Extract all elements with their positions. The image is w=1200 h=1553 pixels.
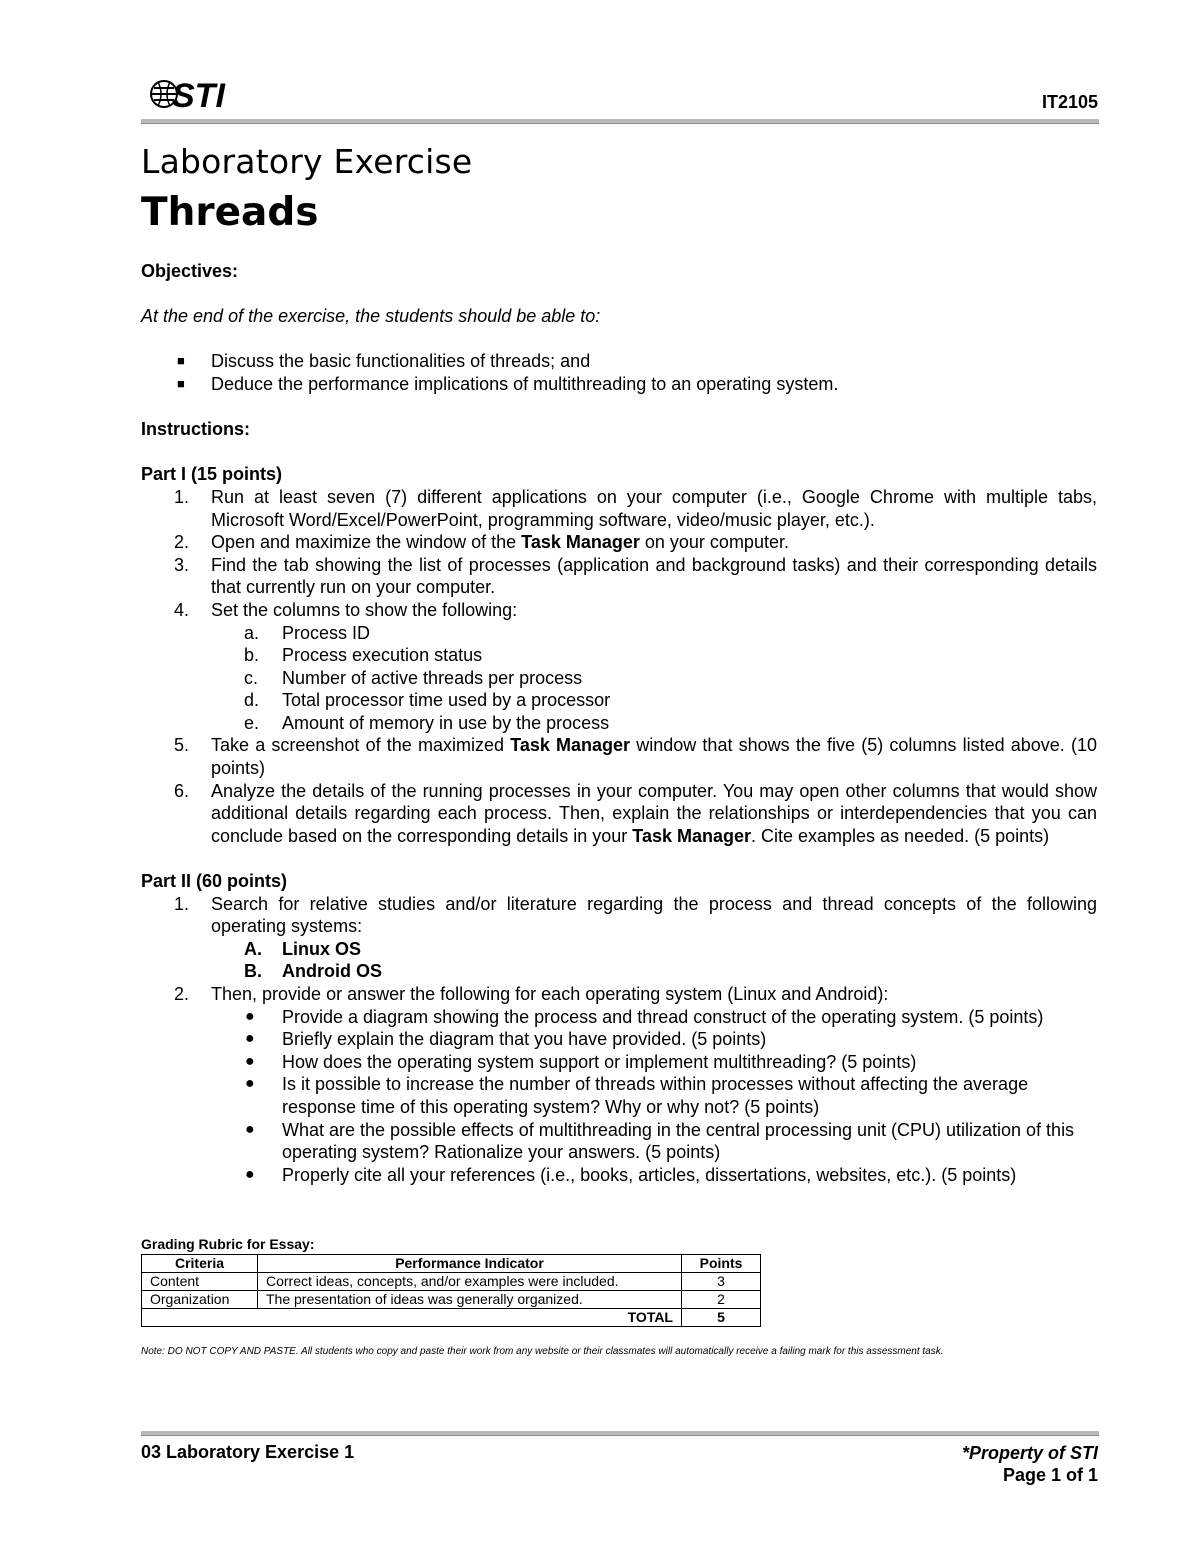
footer-document-name: 03 Laboratory Exercise 1 (141, 1442, 355, 1462)
footer-rule (141, 1431, 1099, 1436)
sub-item: c. Number of active threads per process (244, 667, 583, 688)
list-item: 1. Run at least seven (7) different applications on your computer (i.e., Google Chrome with multiple tabs, Microsoft Word/Excel/PowerPoint, programming software, video/music player, etc.). (174, 486, 1097, 530)
sub-item: b. Process execution status (244, 645, 483, 666)
objectives-intro: At the end of the exercise, the students should be able to: (141, 306, 601, 327)
footer-page-number: Page 1 of 1 (1002, 1465, 1098, 1485)
sub-item: d. Total processor time used by a processor (244, 690, 611, 711)
bullet-item: ● How does the operating system support or implement multithreading? (5 points) (245, 1051, 917, 1072)
footer-property: *Property of STI (961, 1443, 1098, 1463)
list-item: 2. Then, provide or answer the following for each operating system (Linux and Android): (174, 984, 889, 1004)
bullet-item: ● Properly cite all your references (i.e., books, articles, dissertations, websites, etc.). (5 points) (245, 1164, 1017, 1185)
rubric-table (141, 1254, 761, 1327)
objective-item: ■ Deduce the performance implications of multithreading to an operating system. (177, 373, 839, 394)
sub-item: a. Process ID (244, 622, 371, 643)
table-header: Performance Indicator (258, 1255, 682, 1273)
bullet-item: ● Provide a diagram showing the process and thread construct of the operating system. (5 points) (245, 1006, 1044, 1027)
part2-heading: Part II (60 points) (141, 871, 288, 892)
sub-item: A. Linux OS (244, 938, 362, 959)
table-header: Points (682, 1255, 761, 1273)
footer-right (962, 1442, 1098, 1486)
copy-paste-note: Note: DO NOT COPY AND PASTE. All students who copy and paste their work from any website or their classmates will automatically receive a failing mark for this assessment task. (141, 1346, 944, 1357)
list-item: 1. Search for relative studies and/or literature regarding the process and thread concepts of the following operating systems: (174, 893, 1097, 937)
sti-logo (150, 76, 236, 112)
list-item: 4. Set the columns to show the following: (174, 599, 518, 620)
bullet-item: ● Is it possible to increase the number of threads within processes without affecting the average response time of this operating system? Why or why not? (5 points) (245, 1074, 1029, 1117)
title-lab-exercise: Laboratory Exercise (141, 142, 473, 181)
list-item: 2. Open and maximize the window of the Task Manager on your computer. (174, 532, 789, 553)
document-body (141, 260, 1097, 1186)
table-header: Criteria (142, 1255, 258, 1273)
objective-item: ■ Discuss the basic functionalities of threads; and (177, 351, 591, 372)
table-total-row: TOTAL 5 (142, 1309, 761, 1327)
objectives-heading: Objectives: (141, 261, 239, 281)
logo-text: STI (172, 77, 225, 112)
list-item: 3. Find the tab showing the list of processes (application and background tasks) and their corresponding details that currently run on your computer. (174, 554, 1097, 598)
rubric-title: Grading Rubric for Essay: (141, 1236, 315, 1252)
list-item: 5. Take a screenshot of the maximized Task Manager window that shows the five (5) columns listed above. (10 points) (174, 735, 1097, 779)
sub-item: e. Amount of memory in use by the process (244, 712, 610, 733)
part1-heading: Part I (15 points) (141, 464, 283, 485)
title-threads: Threads (141, 190, 319, 235)
table-row: Content Correct ideas, concepts, and/or examples were included. 3 (142, 1273, 761, 1291)
sub-item: B. Android OS (244, 961, 382, 982)
course-code: IT2105 (1041, 92, 1098, 112)
bullet-item: ● Briefly explain the diagram that you have provided. (5 points) (245, 1029, 767, 1050)
header-rule (141, 119, 1099, 124)
table-row: Organization The presentation of ideas was generally organized. 2 (142, 1291, 761, 1309)
list-item: 6. Analyze the details of the running processes in your computer. You may open other columns that would show additional details regarding each process. Then, explain the relationships or interdependencies that you can conclude based on the corresponding details in your Task Manager. Cite examples as needed. (5 points) (174, 780, 1097, 846)
instructions-heading: Instructions: (141, 419, 251, 440)
bullet-item: ● What are the possible effects of multithreading in the central processing unit (CPU) utilization of this operating system? Rationalize your answers. (5 points) (245, 1119, 1075, 1163)
